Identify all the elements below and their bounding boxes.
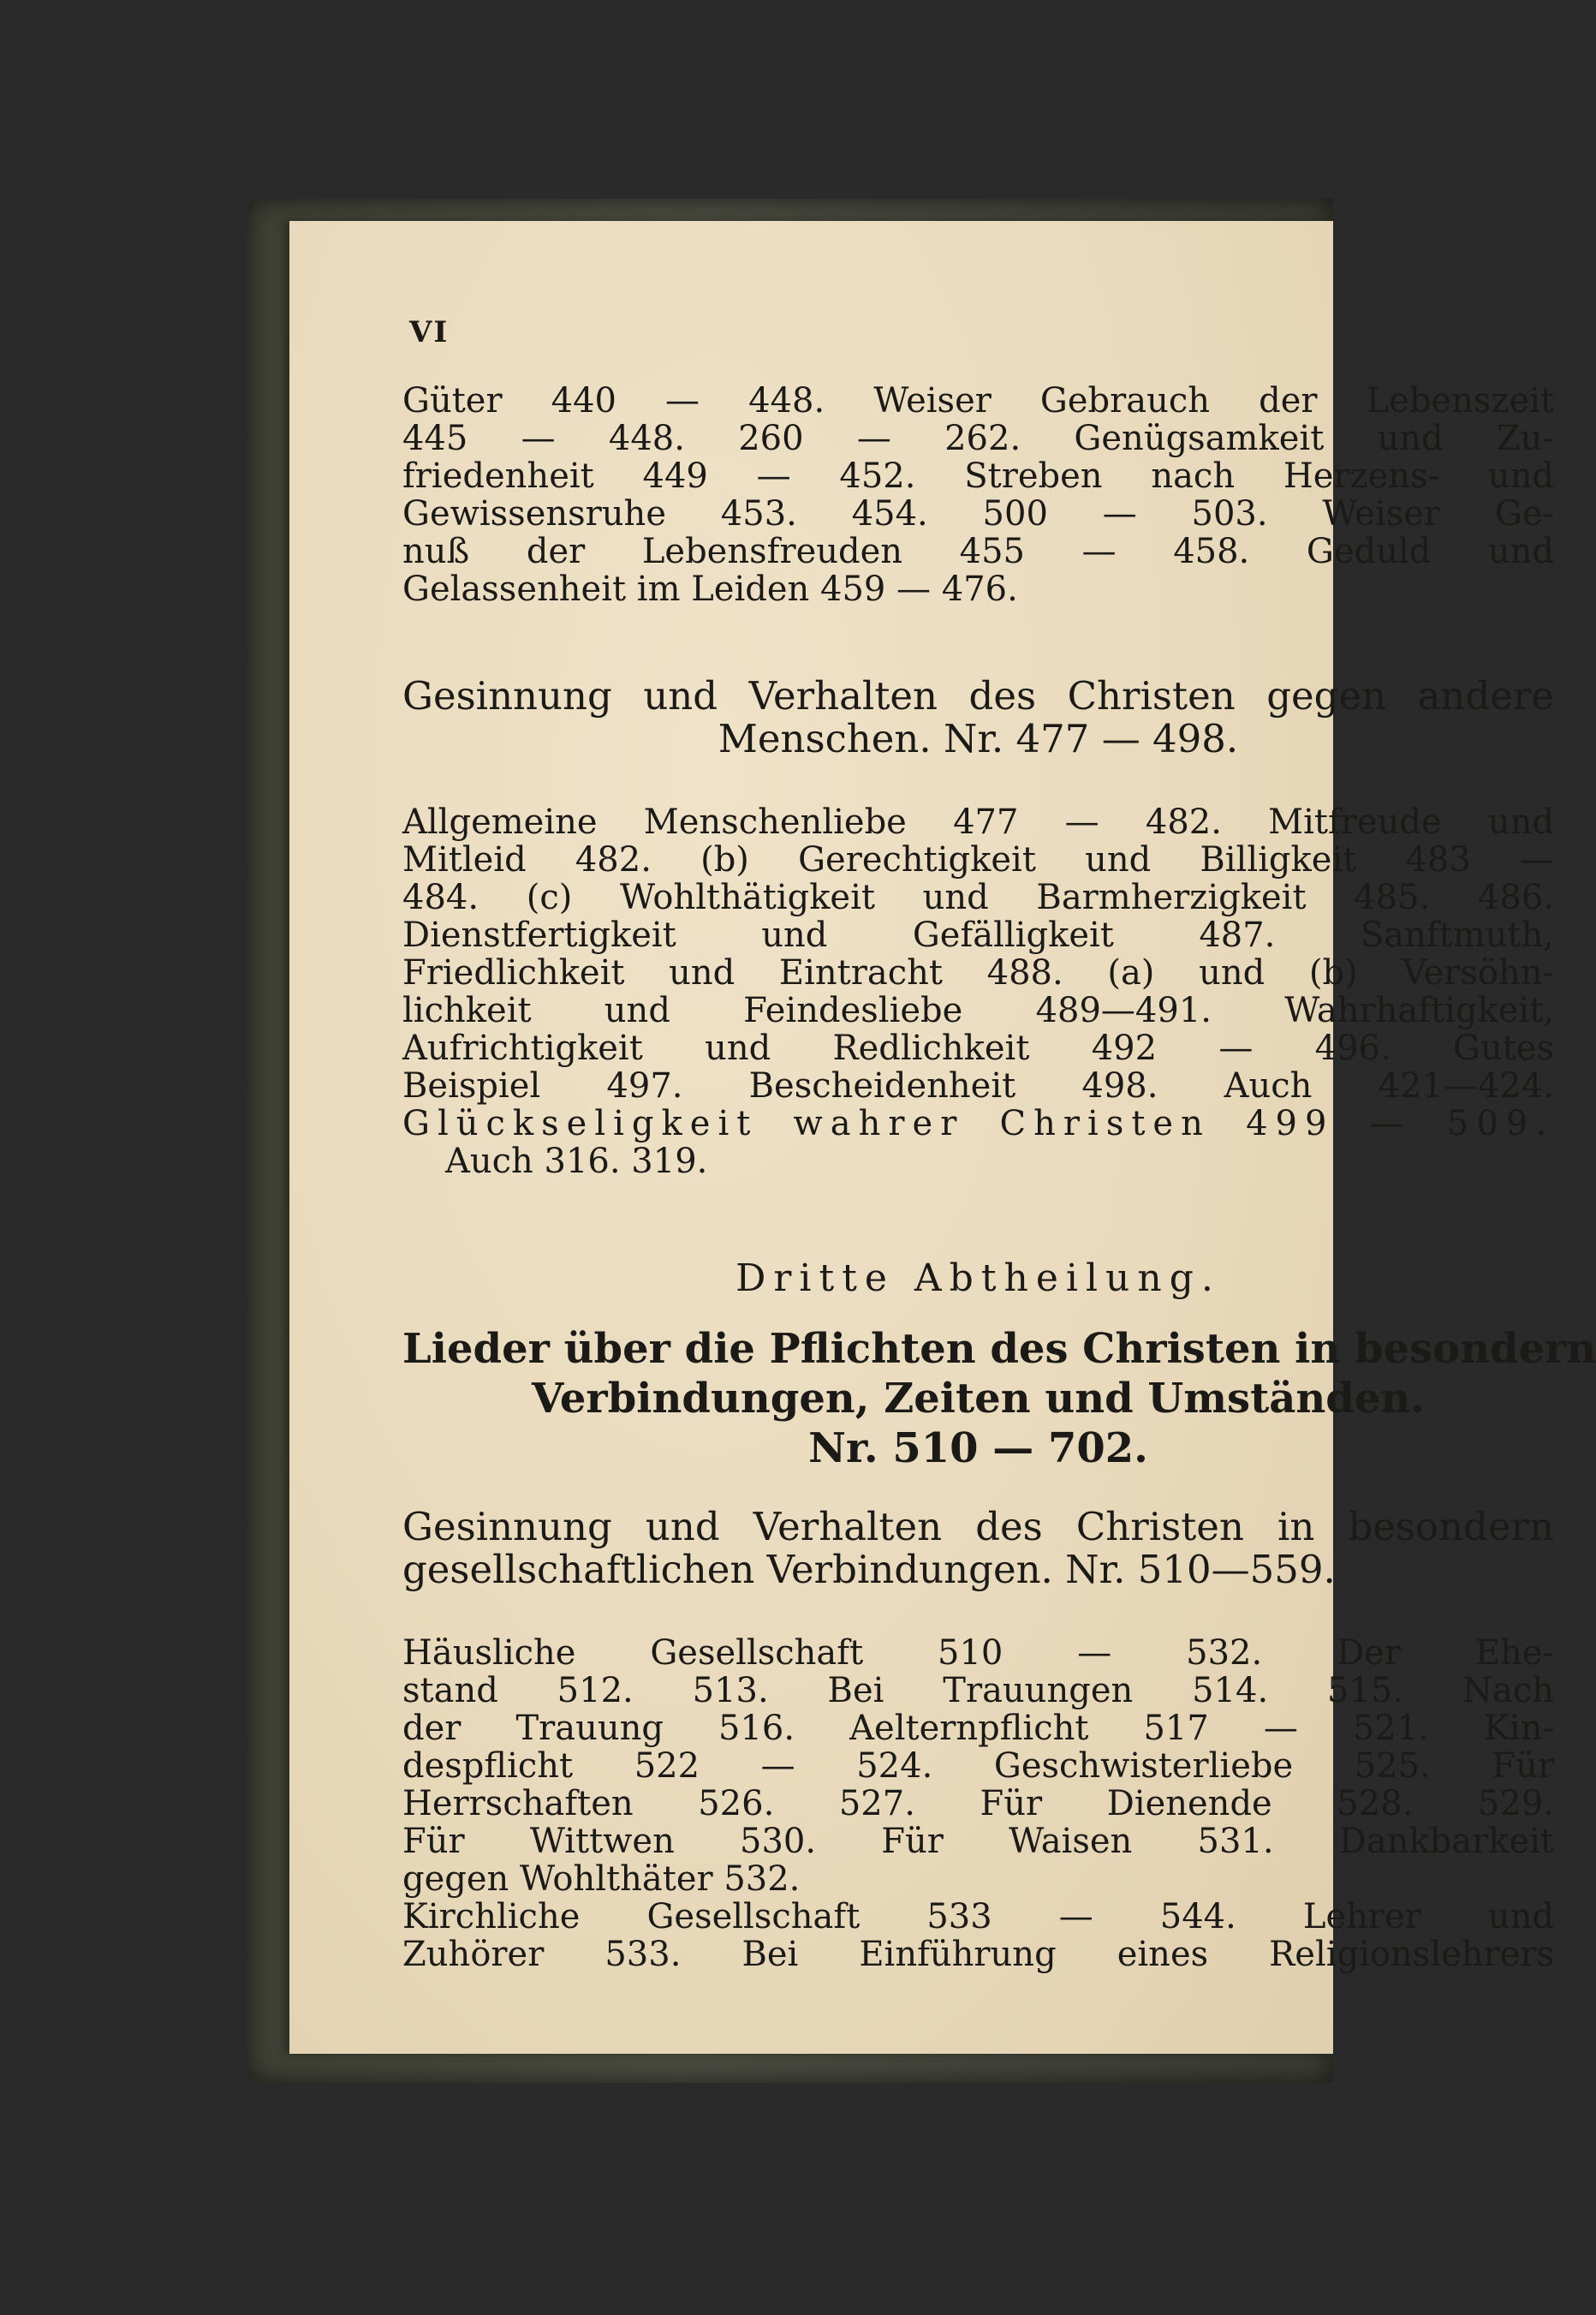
text-line: lichkeit und Feindesliebe 489—491. Wahrhaftigkeit, xyxy=(402,991,1554,1030)
section-index-1 xyxy=(402,382,1554,608)
text-line: Beispiel 497. Bescheidenheit 498. Auch 421—424. xyxy=(402,1066,1554,1106)
title-line: Lieder über die Pflichten des Christen in besondern xyxy=(402,1325,1596,1373)
heading-line: Gesinnung und Verhalten des Christen in besondern xyxy=(402,1504,1554,1549)
heading-line: Gesinnung und Verhalten des Christen gegen andere xyxy=(402,673,1554,719)
part-heading: Dritte Abtheilung. xyxy=(735,1256,1221,1300)
heading-gesinnung-verbindungen xyxy=(402,1506,1554,1591)
text-line: Auch 316. 319. xyxy=(445,1142,708,1181)
text-line: Mitleid 482. (b) Gerechtigkeit und Billigkeit 483 — xyxy=(402,840,1554,880)
section-index-3 xyxy=(402,1634,1554,1973)
text-line: despflicht 522 — 524. Geschwisterliebe 525. Für xyxy=(402,1746,1554,1786)
text-line: Häusliche Gesellschaft 510 — 532. Der Ehe- xyxy=(402,1633,1554,1673)
text-line: Gewissensruhe 453. 454. 500 — 503. Weiser Ge- xyxy=(402,494,1554,534)
text-line: Für Wittwen 530. Für Waisen 531. Dankbarkeit xyxy=(402,1822,1554,1861)
title-line: Nr. 510 — 702. xyxy=(808,1424,1148,1472)
text-line: Dienstfertigkeit und Gefälligkeit 487. Sanftmuth, xyxy=(402,916,1554,955)
text-line: Güter 440 — 448. Weiser Gebrauch der Lebenszeit xyxy=(402,381,1554,421)
text-line: 445 — 448. 260 — 262. Genügsamkeit und Zu- xyxy=(402,419,1554,458)
title-line: Verbindungen, Zeiten und Umständen. xyxy=(532,1375,1425,1423)
text-line: Glückseligkeit wahrer Christen 499 — 509. xyxy=(402,1104,1554,1143)
text-line: friedenheit 449 — 452. Streben nach Herzens- und xyxy=(402,456,1554,496)
heading-line: Menschen. Nr. 477 — 498. xyxy=(718,716,1239,761)
text-line: Herrschaften 526. 527. Für Dienende 528. 529. xyxy=(402,1784,1554,1823)
text-line: Allgemeine Menschenliebe 477 — 482. Mitfreude und xyxy=(402,802,1554,842)
text-line: nuß der Lebensfreuden 455 — 458. Geduld und xyxy=(402,532,1554,571)
text-line: stand 512. 513. Bei Trauungen 514. 515. Nach xyxy=(402,1671,1554,1710)
page-number: VI xyxy=(409,315,450,349)
heading-gesinnung-menschen xyxy=(402,675,1554,761)
part-title xyxy=(402,1324,1596,1473)
book-page xyxy=(289,221,1596,2054)
section-index-2 xyxy=(402,803,1554,1180)
text-line: Friedlichkeit und Eintracht 488. (a) und (b) Versöhn- xyxy=(402,953,1554,993)
heading-line: gesellschaftlichen Verbindungen. Nr. 510—559. xyxy=(402,1547,1336,1592)
text-line: Zuhörer 533. Bei Einführung eines Religionslehrers xyxy=(402,1935,1554,1974)
text-line: der Trauung 516. Aelternpflicht 517 — 521. Kin- xyxy=(402,1709,1554,1748)
text-line: Kirchliche Gesellschaft 533 — 544. Lehrer und xyxy=(402,1897,1554,1936)
text-line: Gelassenheit im Leiden 459 — 476. xyxy=(402,570,1018,609)
text-line: Aufrichtigkeit und Redlichkeit 492 — 496. Gutes xyxy=(402,1029,1554,1068)
section-title-dritte xyxy=(402,1257,1554,1300)
text-line: gegen Wohlthäter 532. xyxy=(402,1859,801,1899)
text-line: 484. (c) Wohlthätigkeit und Barmherzigkeit 485. 486. xyxy=(402,878,1554,917)
